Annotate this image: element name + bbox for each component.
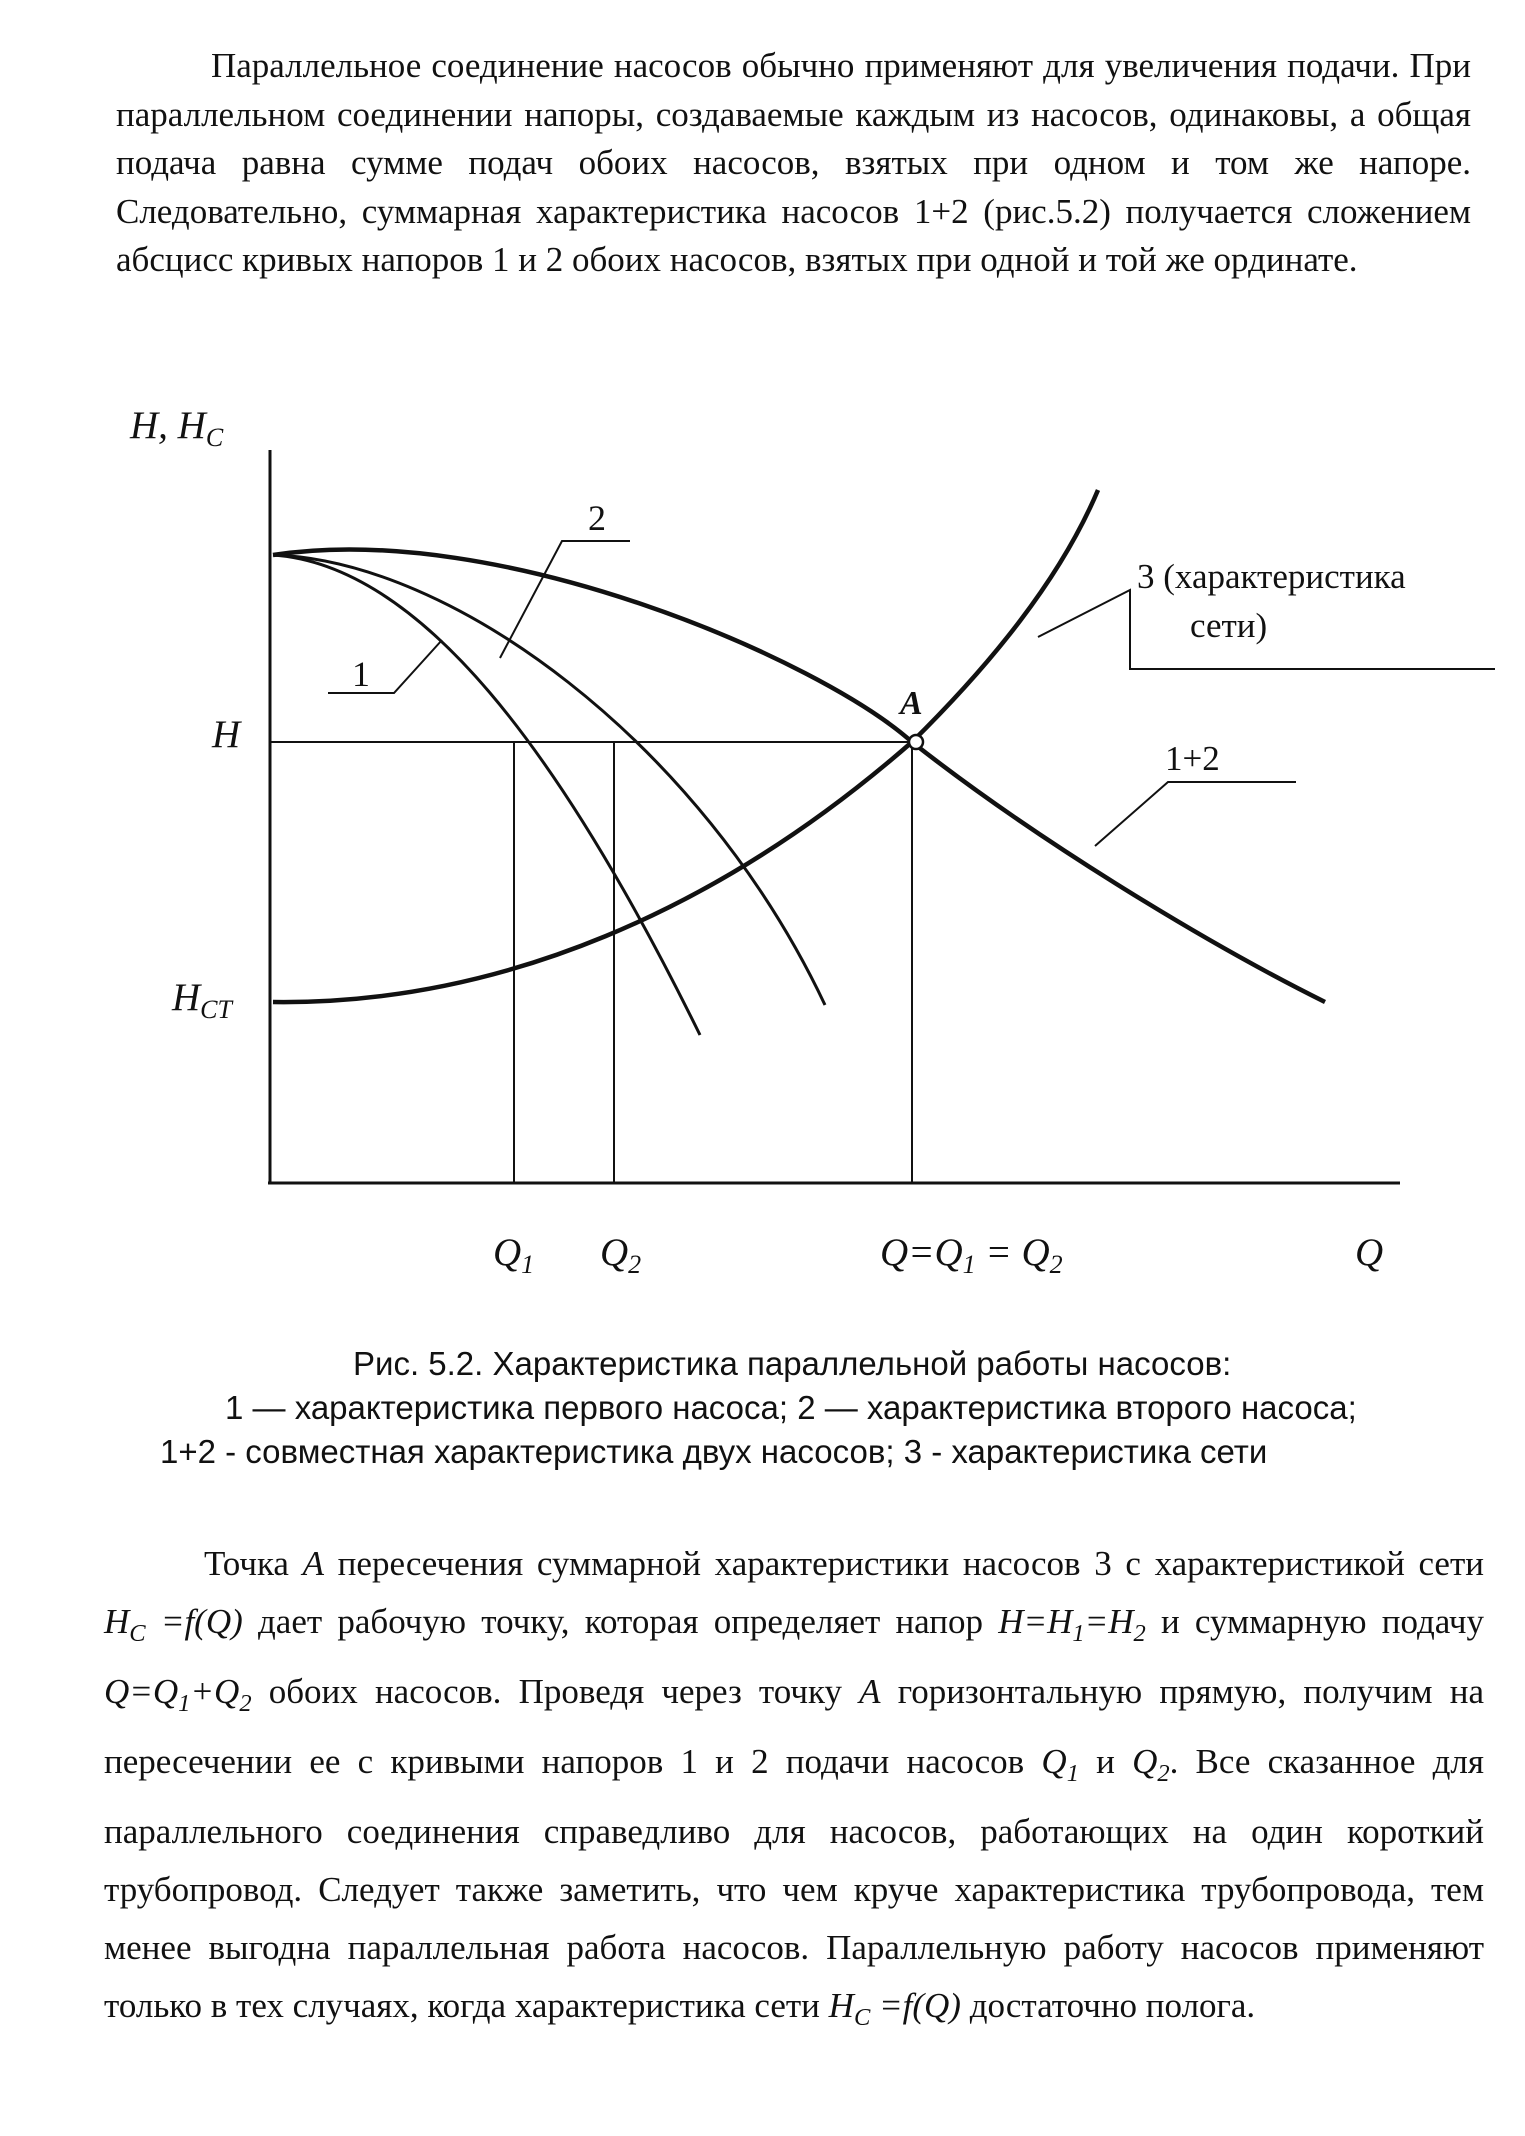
figure-caption-title: Рис. 5.2. Характеристика параллельной работы насосов:	[353, 1345, 1232, 1382]
label-curve-12: 1+2	[1165, 739, 1220, 778]
tick-h: H	[212, 713, 241, 756]
x-label-qsum: $Q=Q_1 = Q_2$	[880, 1231, 1063, 1279]
label-curve-1: 1	[352, 654, 370, 694]
figure-caption-legend-2: 1+2 - совместная характеристика двух насосов; 3 - характеристика сети	[160, 1433, 1268, 1470]
leader-curve-1	[328, 640, 442, 693]
leader-curve-12	[1095, 782, 1296, 846]
curve-3-network	[273, 490, 1098, 1002]
y-axis-label: H, $H_C$	[130, 404, 224, 452]
figure-caption-legend-1: 1 — характеристика первого насоса; 2 — характеристика второго насоса;	[225, 1389, 1357, 1426]
label-curve-3-line2: сети)	[1190, 606, 1268, 645]
point-a	[909, 735, 923, 749]
point-a-label: A	[900, 685, 923, 722]
curve-2	[273, 555, 825, 1005]
label-curve-3-line1: 3 (характеристика	[1137, 557, 1406, 596]
label-curve-2: 2	[588, 498, 606, 538]
x-axis-label: Q	[1355, 1231, 1384, 1274]
conclusion-paragraph: Точка A пересечения суммарной характеристики насосов 3 с характеристикой сети $H_C =f(Q)$ дает рабочую точку, которая определяет напор $H=H_1=H_2$ и суммарную подачу $Q=Q_1+Q_2$ обоих насосов. Проведя через точку A горизонтальную прямую, получим на пересечении ее с кривыми напоров 1 и 2 подачи насосов $Q_1$ и $Q_2$. Все сказанное для параллельного соединения справедливо для насосов, работающих на один короткий трубопровод. Следует также заметить, что чем круче характеристика трубопровода, тем менее выгодна параллельная работа насосов. Параллельную работу насосов применяют только в тех случаях, когда характеристика сети $H_C =f(Q)$ достаточно полога.	[104, 1544, 1485, 2031]
pump-characteristic-figure	[0, 380, 1525, 1310]
x-label-q1: $Q_1$	[493, 1231, 535, 1279]
tick-hct: $H_{CT}$	[172, 976, 232, 1024]
x-label-q2: $Q_2$	[600, 1231, 642, 1279]
intro-paragraph: Параллельное соединение насосов обычно применяют для увеличения подачи. При параллельном соединении напоры, создаваемые каждым из насосов, одинаковы, а общая подача равна сумме подач обоих насосов, взятых при одном и том же напоре. Следовательно, суммарная характеристика насосов 1+2 (рис.5.2) получается сложением абсцисс кривых напоров 1 и 2 обоих насосов, взятых при одной и той же ординате.	[116, 46, 1471, 279]
leader-curve-2	[500, 541, 630, 658]
